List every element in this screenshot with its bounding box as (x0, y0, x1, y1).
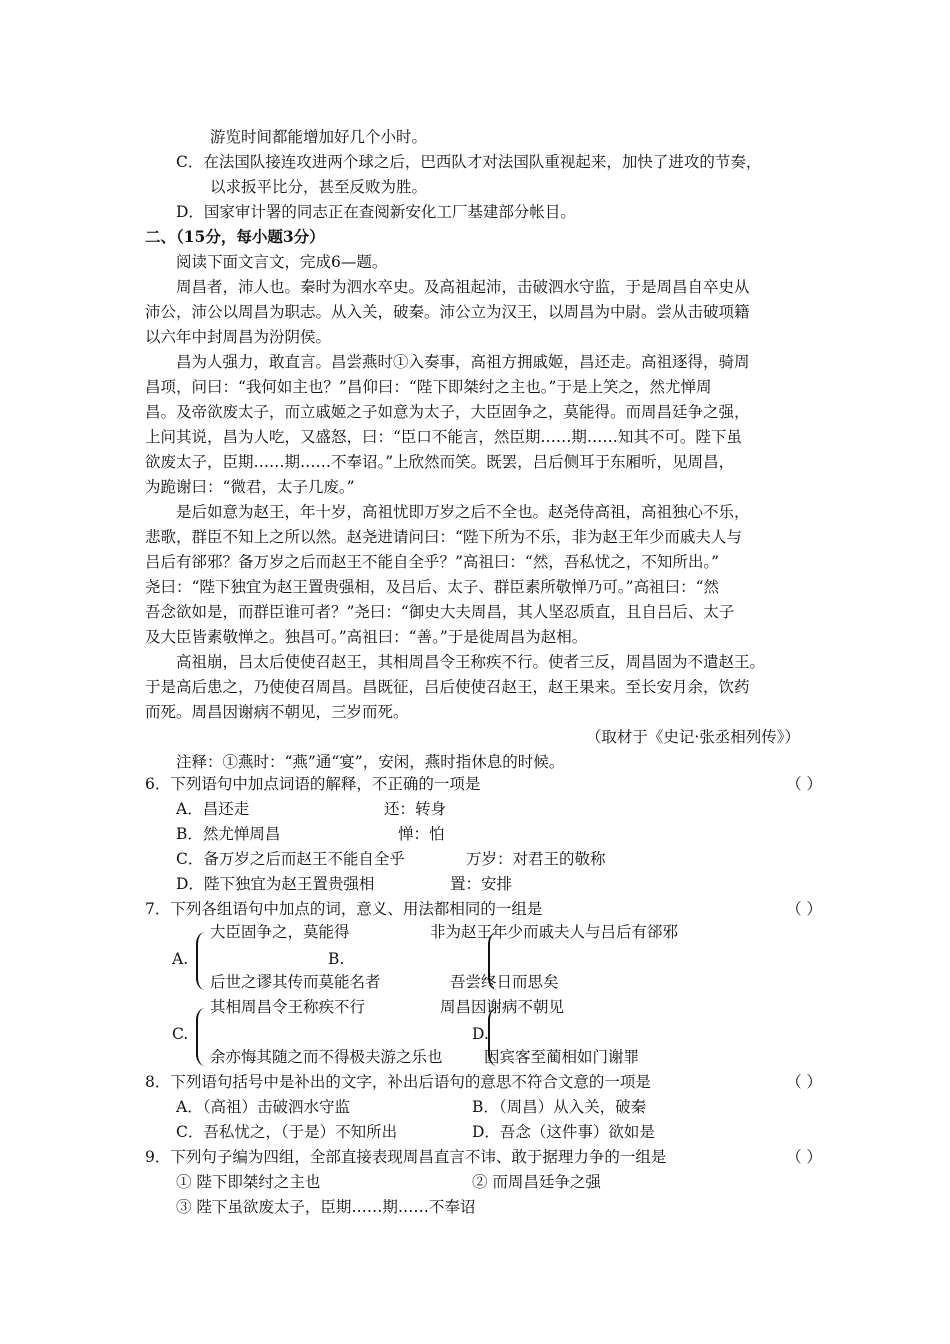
q6-answer-paren: （ ） (786, 775, 822, 793)
q6-option-a-gloss: 还：转身 (384, 800, 447, 818)
q7-answer-paren: （ ） (786, 900, 822, 918)
q6-option-c: C．备万岁之后而赵王不能自全乎 (176, 850, 405, 868)
option-c: C．在法国队接连攻进两个球之后，巴西队才对法国队重视起来，加快了进攻的节奏， (176, 153, 762, 171)
q7-option-a-label: A. (172, 950, 189, 968)
q7-option-b-label: B. (328, 950, 345, 968)
q7-option-d-label: D. (472, 1025, 489, 1043)
passage-line: 悲歌，群臣不知上之所以然。赵尧进请问曰：“陛下所为不乐，非为赵王年少而戚夫人与 (145, 528, 742, 546)
section-heading: 二、（15分，每小题3分） (145, 227, 325, 246)
reading-instruction: 阅读下面文言文，完成6—题。 (176, 253, 388, 271)
q8-option-d: D．吾念（这件事）欲如是 (472, 1123, 655, 1141)
passage-line: 于是高后患之，乃使使召周昌。昌既征，吕后使使召赵王，赵王果来。至长安月余，饮药 (145, 678, 750, 696)
option-c-continuation: 以求扳平比分，甚至反败为胜。 (210, 178, 428, 196)
q6-option-c-gloss: 万岁：对君王的敬称 (466, 850, 606, 868)
passage-line: 吾念欲如是，而群臣谁可者？”尧曰：“御史大夫周昌，其人坚忍质直，且自吕后、太子 (145, 603, 735, 621)
passage-line: 是后如意为赵王，年十岁，高祖忧即万岁之后不全也。赵尧侍高祖，高祖独心不乐， (176, 503, 750, 521)
passage-line: 昌项，问曰：“我何如主也？”昌仰曰：“陛下即桀纣之主也。”于是上笑之，然尤惮周 (145, 378, 712, 396)
q6-option-b: B．然尤惮周昌 (176, 825, 281, 843)
q7-option-c-line2: 余亦悔其随之而不得极夫游之乐也 (210, 1048, 443, 1066)
passage-line: 欲废太子，臣期……期……不奉诏。”上欣然而笑。既罢，吕后侧耳于东厢听，见周昌， (145, 453, 735, 471)
passage-line: 上问其说，昌为人吃，又盛怒，曰：“臣口不能言，然臣期……期……知其不可。陛下虽 (145, 428, 742, 446)
q8-option-a: A．（高祖）击破泗水守监 (176, 1098, 350, 1116)
passage-line: 昌。及帝欲废太子，而立戚姬之子如意为太子，大臣固争之，莫能得。而周昌廷争之强， (145, 403, 750, 421)
q7-option-b-line2: 吾尝终日而思矣 (450, 973, 559, 991)
q9-item-3: ③ 陛下虽欲废太子，臣期……期……不奉诏 (176, 1198, 476, 1216)
q7-option-a-line2: 后世之谬其传而莫能名者 (210, 973, 381, 991)
q8-option-b: B．（周昌）从入关，破秦 (472, 1098, 647, 1116)
option-b-continuation: 游览时间都能增加好几个小时。 (210, 128, 428, 146)
q8-answer-paren: （ ） (786, 1073, 822, 1091)
q7-option-a-line1: 大臣固争之，莫能得 (210, 923, 350, 941)
q6-option-d: D．陛下独宜为赵王置贵强相 (176, 875, 375, 893)
q6-option-a: A．昌还走 (176, 800, 250, 818)
passage-line: 周昌者，沛人也。秦时为泗水卒史。及高祖起沛，击破泗水守监，于是周昌自卒史从 (176, 278, 750, 296)
passage-line: 沛公，沛公以周昌为职志。从入关，破秦。沛公立为汉王，以周昌为中尉。尝从击破项籍 (145, 303, 750, 321)
option-d: D．国家审计署的同志正在查阅新安化工厂基建部分帐目。 (176, 203, 576, 221)
source-citation: （取材于《史记·张丞相列传》） (585, 728, 800, 746)
passage-line: 吕后有郤邪？备万岁之后而赵王不能自全乎？”高祖曰：“然，吾私忧之，不知所出。” (145, 553, 720, 571)
passage-line: 高祖崩，吕太后使使召赵王，其相周昌令王称疾不行。使者三反，周昌固为不遣赵王。 (176, 653, 766, 671)
q7-option-d-line2: 因宾客至蔺相如门谢罪 (484, 1048, 640, 1066)
q8-stem: 8．下列语句括号中是补出的文字，补出后语句的意思不符合文意的一项是 (145, 1073, 651, 1091)
annotation-note: 注释：①燕时：“燕”通“宴”，安闲，燕时指休息的时候。 (176, 753, 565, 771)
passage-line: 昌为人强力，敢直言。昌尝燕时①入奏事，高祖方拥戚姬，昌还走。高祖逐得，骑周 (176, 353, 750, 371)
q6-stem: 6．下列语句中加点词语的解释，不正确的一项是 (145, 775, 481, 793)
q9-item-2: ② 而周昌廷争之强 (472, 1173, 601, 1191)
q7-option-c-label: C. (172, 1025, 189, 1043)
passage-line: 而死。周昌因谢病不朝见，三岁而死。 (145, 703, 409, 721)
q8-option-c: C．吾私忧之，（于是）不知所出 (176, 1123, 398, 1141)
q7-option-c-line1: 其相周昌令王称疾不行 (210, 998, 366, 1016)
q6-option-d-gloss: 置：安排 (450, 875, 513, 893)
q9-stem: 9．下列句子编为四组，全部直接表现周昌直言不讳、敢于据理力争的一组是 (145, 1148, 667, 1166)
q7-option-d-line1: 周昌因谢病不朝见 (440, 998, 565, 1016)
q6-option-b-gloss: 惮：怕 (398, 825, 445, 843)
q9-item-1: ① 陛下即桀纣之主也 (176, 1173, 321, 1191)
q9-answer-paren: （ ） (786, 1148, 822, 1166)
q7-option-b-line1: 非为赵王年少而戚夫人与吕后有郤邪 (430, 923, 679, 941)
passage-line: 以六年中封周昌为汾阴侯。 (145, 328, 332, 346)
passage-line: 为跪谢曰：“微君，太子几废。” (145, 478, 355, 496)
q7-stem: 7．下列各组语句中加点的词，意义、用法都相同的一组是 (145, 900, 543, 918)
passage-line: 及大臣皆素敬惮之。独昌可。”高祖曰：“善。”于是徙周昌为赵相。 (145, 628, 588, 646)
passage-line: 尧曰：“陛下独宜为赵王置贵强相，及吕后、太子、群臣素所敬惮乃可。”高祖曰：“然 (145, 578, 720, 596)
